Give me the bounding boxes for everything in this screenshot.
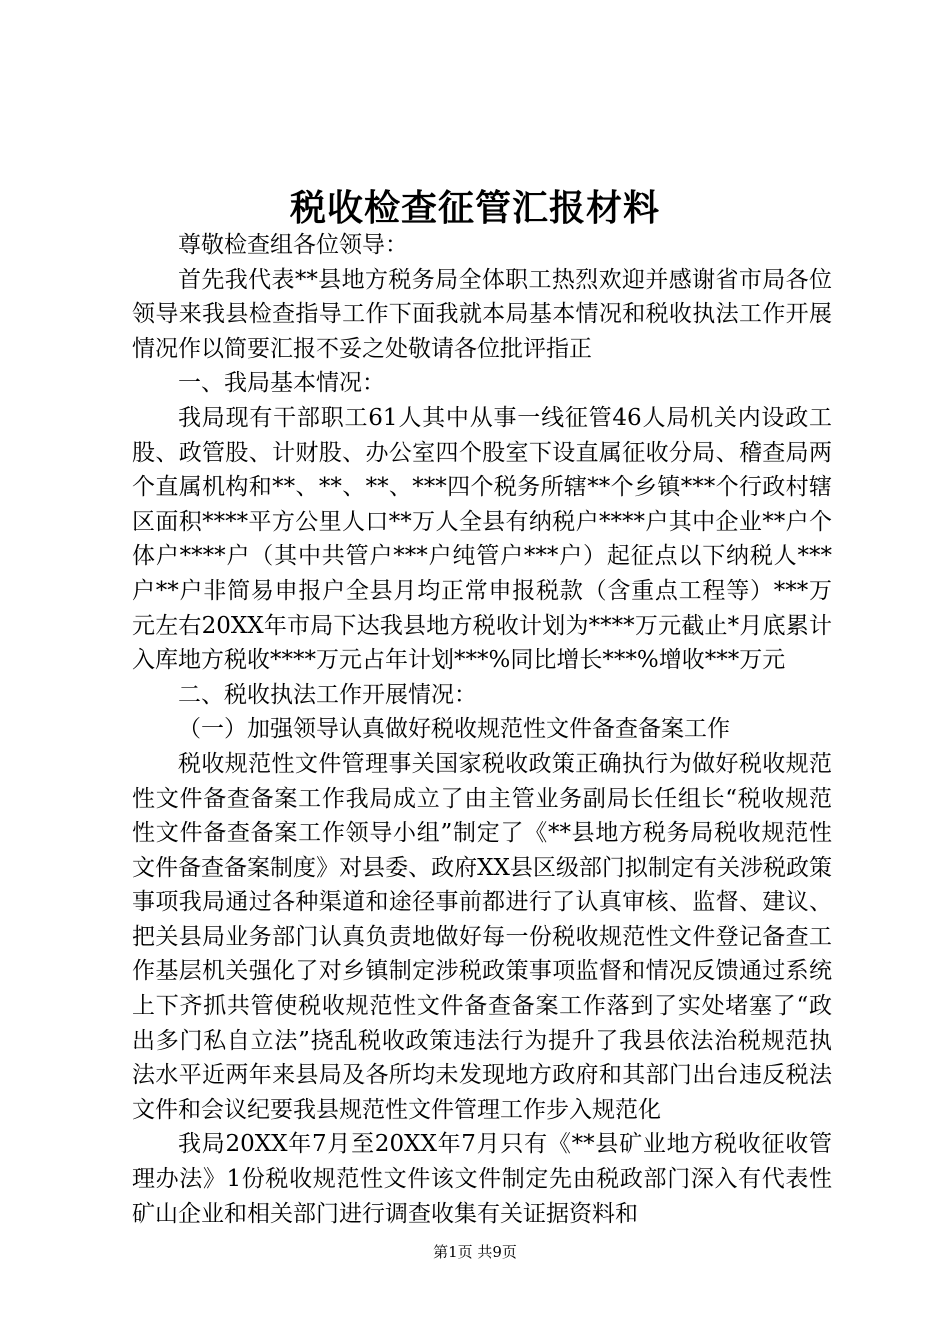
page-number-footer: 第1页 共9页 <box>433 1243 517 1261</box>
regulation-paragraph: 税收规范性文件管理事关国家税收政策正确执行为做好税收规范性文件备查备案工作我局成立了由主管业务副局长任组长“税收规范性文件备查备案工作领导小组”制定了《**县地方税务局税收规范性文件备查备案制度》对县委、政府XX县区级部门拟制定有关涉税政策事项我局通过各种渠道和途径事前都进行了认真审核、监督、建议、把关县局业务部门认真负责地做好每一份税收规范性文件登记备查工作基层机关强化了对乡镇制定涉税政策事项监督和情况反馈通过系统上下齐抓共管使税收规范性文件备查备案工作落到了实处堵塞了“政出多门私自立法”挠乱税收政策违法行为提升了我县依法治税规范执法水平近两年来县局及各所均未发现地方政府和其部门出台违反税法文件和会议纪要我县规范性文件管理工作步入规范化 <box>132 750 832 1123</box>
basic-info-paragraph: 我局现有干部职工61人其中从事一线征管46人局机关内设政工股、政管股、计财股、办公室四个股室下设直属征收分局、稽查局两个直属机构和**、**、**、***四个税务所辖**个乡镇***个行政村辖区面积****平方公里人口**万人全县有纳税户****户其中企业**户个体户****户（其中共管户***户纯管户***户）起征点以下纳税人***户**户非简易申报户全县月均正常申报税款（含重点工程等）***万元左右20XX年市局下达我县地方税收计划为****万元截止*月底累计入库地方税收****万元占年计划***%同比增长***%增收***万元 <box>132 404 832 674</box>
section-heading-1: 一、我局基本情况： <box>178 370 385 397</box>
salutation: 尊敬检查组各位领导： <box>178 232 408 258</box>
intro-paragraph: 首先我代表**县地方税务局全体职工热烈欢迎并感谢省市局各位领导来我县检查指导工作下面我就本局基本情况和税收执法工作开展情况作以简要汇报不妥之处敬请各位批评指正 <box>132 266 832 362</box>
document-body <box>132 228 832 1231</box>
subsection-heading-1: （一）加强领导认真做好税收规范性文件备查备案工作 <box>178 716 730 743</box>
mining-measures-paragraph: 我局20XX年7月至20XX年7月只有《**县矿业地方税收征收管理办法》1份税收规范性文件该文件制定先由税政部门深入有代表性矿山企业和相关部门进行调查收集有关证据资料和 <box>132 1131 832 1227</box>
document-title: 税收检查征管汇报材料 <box>289 187 660 229</box>
section-heading-2: 二、税收执法工作开展情况： <box>178 681 477 708</box>
